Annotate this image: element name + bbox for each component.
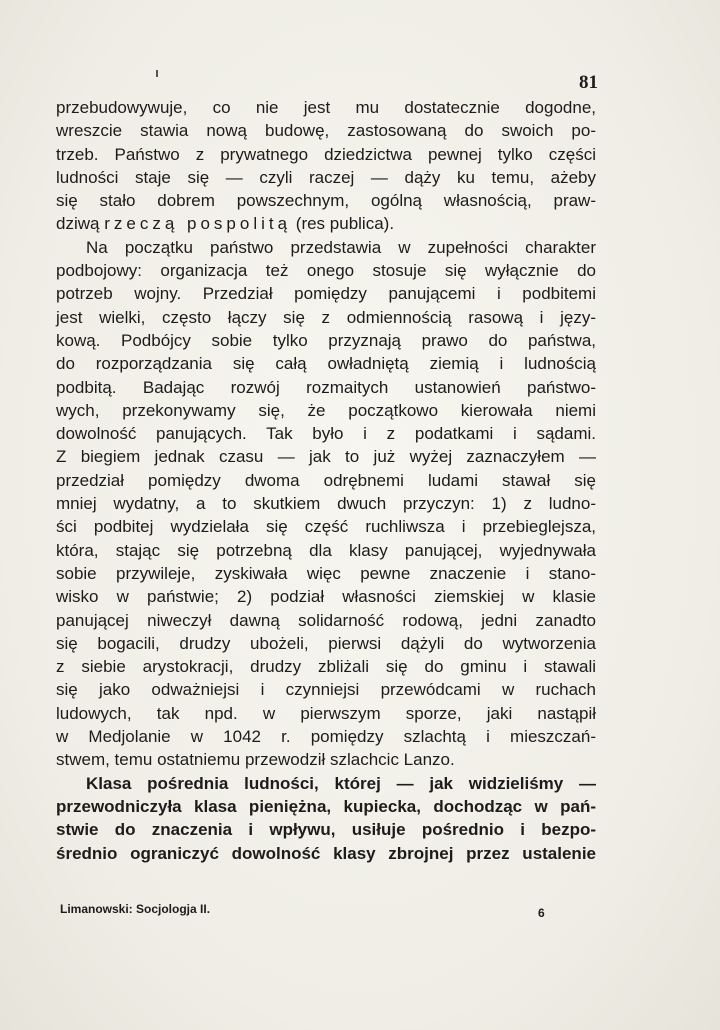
text-line: mniej wydatny, a to skutkiem dwuch przyczyn: 1) z ludno-	[56, 494, 596, 514]
text-line: Z biegiem jednak czasu — jak to już wyżej zaznaczyłem —	[56, 447, 596, 467]
footer-source: Limanowski: Socjologja II.	[60, 902, 211, 916]
text-line: sobie przywileje, zyskiwała więc pewne znaczenie i stano-	[56, 563, 596, 583]
text-line: się jako odważniejsi i czynniejsi przewódcami w ruchach	[56, 680, 596, 700]
text-line: podbitą. Badając rozwój rozmaitych ustanowień państwo-	[56, 377, 596, 397]
text-line: wisko w państwie; 2) podział własności ziemskiej w klasie	[56, 587, 596, 607]
text-line: z siebie arystokracji, drudzy zbliżali się do gminu i stawali	[56, 657, 596, 677]
text-line: się bogacili, drudzy ubożeli, pierwsi dążyli do wytworzenia	[56, 633, 596, 653]
text-line: stwem, temu ostatniemu przewodził szlachcic Lanzo.	[56, 750, 455, 770]
text-line: wych, przekonywamy się, że początkowo kierowała niemi	[56, 400, 596, 420]
signature-mark: 6	[538, 906, 545, 920]
text-line: potrzeb wojny. Przedział pomiędzy panującemi i podbitemi	[56, 284, 596, 304]
text-line: przewodniczyła klasa pieniężna, kupiecka, dochodząc w pań-	[56, 796, 596, 816]
text-segment: dziwą	[56, 214, 100, 234]
text-line: panującej niweczył dawną solidarność rodową, jedni zanadto	[56, 610, 596, 630]
paragraph-first-line: Klasa pośrednia ludności, której — jak widzieliśmy —	[86, 773, 596, 793]
text-line: w Medjolanie w 1042 r. pomiędzy szlachtą i mieszczań-	[56, 727, 596, 747]
text-line: przedział pomiędzy dwoma odrębnemi ludami stawał się	[56, 470, 596, 490]
text-line: do rozporządzania się całą owładniętą ziemią i ludnością	[56, 354, 596, 374]
text-line: się stało dobrem powszechnym, ogólną własnością, praw-	[56, 191, 596, 211]
text-line: jest wielki, często łączy się z odmiennością rasową i języ-	[56, 307, 596, 327]
text-line: trzeb. Państwo z prywatnego dziedzictwa pewnej tylko części	[56, 144, 596, 164]
text-line: ludności staje się — czyli raczej — dąży ku temu, ażeby	[56, 167, 596, 187]
text-line: która, stając się potrzebną dla klasy panującej, wyjednywała	[56, 540, 596, 560]
text-line: ści podbitej wydzielała się część ruchliwsza i przebieglejsza,	[56, 517, 596, 537]
text-line: dowolność panujących. Tak było i z podatkami i sądami.	[56, 424, 596, 444]
page-number: 81	[579, 72, 598, 93]
text-line	[56, 212, 596, 235]
text-line: ludowych, tak npd. w pierwszym sporze, jaki nastąpił	[56, 703, 596, 723]
text-line: przebudowywuje, co nie jest mu dostatecznie dogodne,	[56, 98, 596, 117]
print-speck	[156, 70, 158, 77]
text-segment: (res publica).	[295, 214, 395, 234]
text-line: wreszcie stawia nową budowę, zastosowaną do swoich po-	[56, 121, 596, 141]
paragraph-first-line: Na początku państwo przedstawia w zupełności charakter	[86, 237, 596, 257]
body-text	[56, 96, 596, 865]
text-line: stwie do znaczenia i wpływu, usiłuje pośrednio i bezpo-	[56, 820, 596, 840]
emphasized-phrase: rzeczą pospolitą	[104, 214, 292, 234]
text-line: podbojowy: organizacja też onego stosuje się wyłącznie do	[56, 261, 596, 281]
text-line: średnio ograniczyć dowolność klasy zbrojnej przez ustalenie	[56, 843, 596, 863]
text-line: kową. Podbójcy sobie tylko przyznają prawo do państwa,	[56, 330, 596, 350]
